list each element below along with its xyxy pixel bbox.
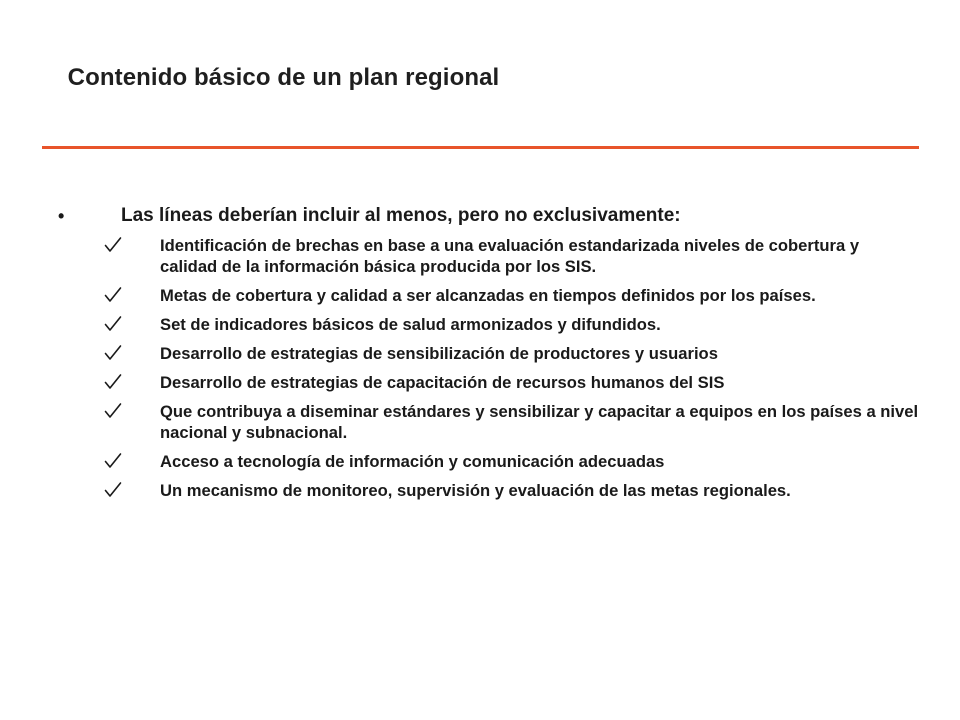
lead-text: Las líneas deberían incluir al menos, pero no exclusivamente: [121,205,681,226]
checkmark-icon [104,402,122,420]
slide-title-text: Contenido básico de un plan regional [67,64,500,91]
checklist-item-text: Un mecanismo de monitoreo, supervisión y evaluación de las metas regionales. [160,481,791,500]
checkmark-icon [104,286,122,304]
checklist-item-text: Set de indicadores básicos de salud armonizados y difundidos. [160,315,661,334]
checklist-item [0,401,960,443]
checklist-item [0,480,960,501]
checklist-item-text: Metas de cobertura y calidad a ser alcanzadas en tiempos definidos por los países. [160,286,816,305]
checklist-item-text: Identificación de brechas en base a una evaluación estandarizada niveles de cobertura y calidad de la información básica producida por los SIS. [160,236,860,276]
bullet-dot-icon: • [58,206,65,226]
checklist-item [0,343,960,364]
checklist [0,235,960,501]
checklist-item [0,314,960,335]
checklist-item-text: Acceso a tecnología de información y comunicación adecuadas [160,452,665,471]
slide-body [0,203,960,509]
lead-bullet-point [0,203,960,235]
checklist-item [0,372,960,393]
title-divider [42,146,919,149]
checklist-item [0,235,960,277]
checklist-item-text: Desarrollo de estrategias de capacitación de recursos humanos del SIS [160,373,725,392]
checkmark-icon [104,452,122,470]
checklist-item-text: Desarrollo de estrategias de sensibilización de productores y usuarios [160,344,718,363]
checkmark-icon [104,481,122,499]
checkmark-icon [104,344,122,362]
checklist-item [0,285,960,306]
checkmark-icon [104,236,122,254]
checklist-item-text: Que contribuya a diseminar estándares y sensibilizar y capacitar a equipos en los países a nivel nacional y subnacional. [160,402,919,442]
slide-title [0,64,960,92]
checklist-item [0,451,960,472]
checkmark-icon [104,373,122,391]
checkmark-icon [104,315,122,333]
